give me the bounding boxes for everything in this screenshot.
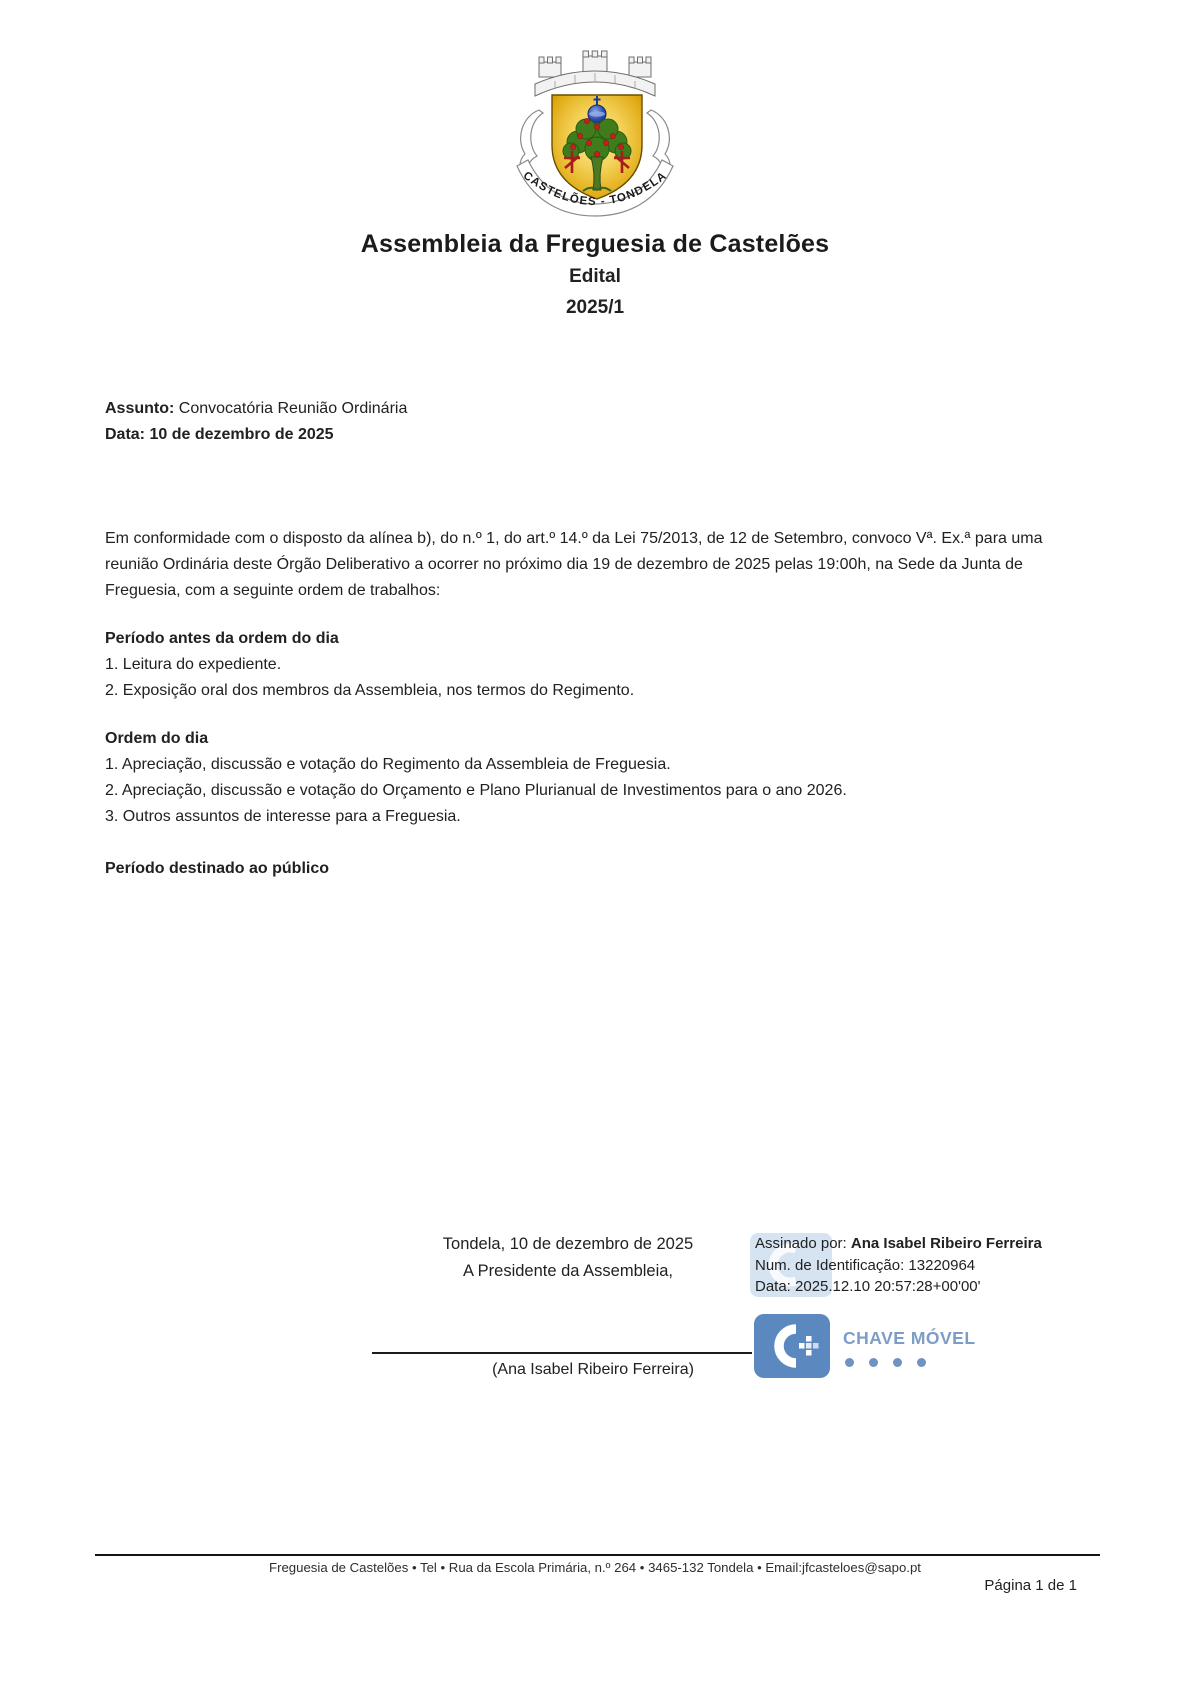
mural-crown [535,51,655,96]
signer-role-line: A Presidente da Assembleia, [462,1262,674,1280]
dot [893,1358,902,1367]
intro-paragraph: Em conformidade com o disposto da alínea b), do n.º 1, do art.º 14.º da Lei 75/2013, de 12 de Setembro, convoco Vª. Ex.ª para uma reunião Ordinária deste Órgão Deliberativo a ocorrer no próximo dia 19 de dezembro de 2025 pelas 19:00h, na Sede da Junta de Freguesia, com a seguinte ordem de trabalhos: [105,530,1043,599]
chave-movel-label: CHAVE MÓVEL [843,1328,976,1348]
agenda-item: 1. Leitura do expediente. [105,656,282,673]
chave-movel-logo [754,1314,976,1378]
chave-movel-wordmark [843,1314,976,1367]
footer-rule [95,1554,1100,1556]
section-heading: Período antes da ordem do dia [105,630,339,647]
document-header [0,230,1190,319]
dot [845,1358,854,1367]
signature-rule [372,1352,752,1354]
document-subtitle: Edital [569,266,621,287]
date-line: Data: 10 de dezembro de 2025 [105,426,334,443]
footer-contact: Freguesia de Castelões • Tel • Rua da Escola Primária, n.º 264 • 3465-132 Tondela • Email:jfcasteloes@sapo.pt [269,1560,921,1575]
document-meta [105,396,407,448]
section-heading: Ordem do dia [105,730,209,747]
dot [869,1358,878,1367]
agenda [105,626,1065,882]
document-number: 2025/1 [565,297,625,318]
chave-movel-badge-icon [754,1314,830,1378]
signed-by-line [755,1233,1042,1255]
subject-value: Convocatória Reunião Ordinária [174,400,408,417]
agenda-item: 2. Apreciação, discussão e votação do Orçamento e Plano Plurianual de Investimentos para o ano 2026. [105,782,847,799]
chave-movel-dots [843,1358,976,1367]
place-date-line: Tondela, 10 de dezembro de 2025 [442,1235,694,1253]
subject-label: Assunto: [105,400,175,417]
signature-place-date [433,1231,703,1285]
section-heading: Período destinado ao público [105,860,330,877]
agenda-item: 2. Exposição oral dos membros da Assembleia, nos termos do Regimento. [105,682,635,699]
signed-by-label: Assinado por: [755,1235,851,1252]
agenda-item: 3. Outros assuntos de interesse para a Freguesia. [105,808,461,825]
banner-text: CASTELÕES - TONDELA [520,169,670,209]
signed-by-name: Ana Isabel Ribeiro Ferreira [850,1235,1042,1252]
digital-signature-block [755,1233,1042,1298]
coat-of-arms [505,50,685,226]
page-number: Página 1 de 1 [984,1577,1077,1594]
signature-date-line: Data: 2025.12.10 20:57:28+00'00' [755,1278,981,1295]
coat-of-arms-graphic [505,50,685,226]
subject-line [105,396,407,422]
signature-id-line: Num. de Identificação: 13220964 [755,1256,976,1274]
signer-name: (Ana Isabel Ribeiro Ferreira) [492,1361,694,1378]
agenda-item: 1. Apreciação, discussão e votação do Regimento da Assembleia de Freguesia. [105,756,671,773]
page-title: Assembleia da Freguesia de Castelões [360,230,830,258]
dot [917,1358,926,1367]
